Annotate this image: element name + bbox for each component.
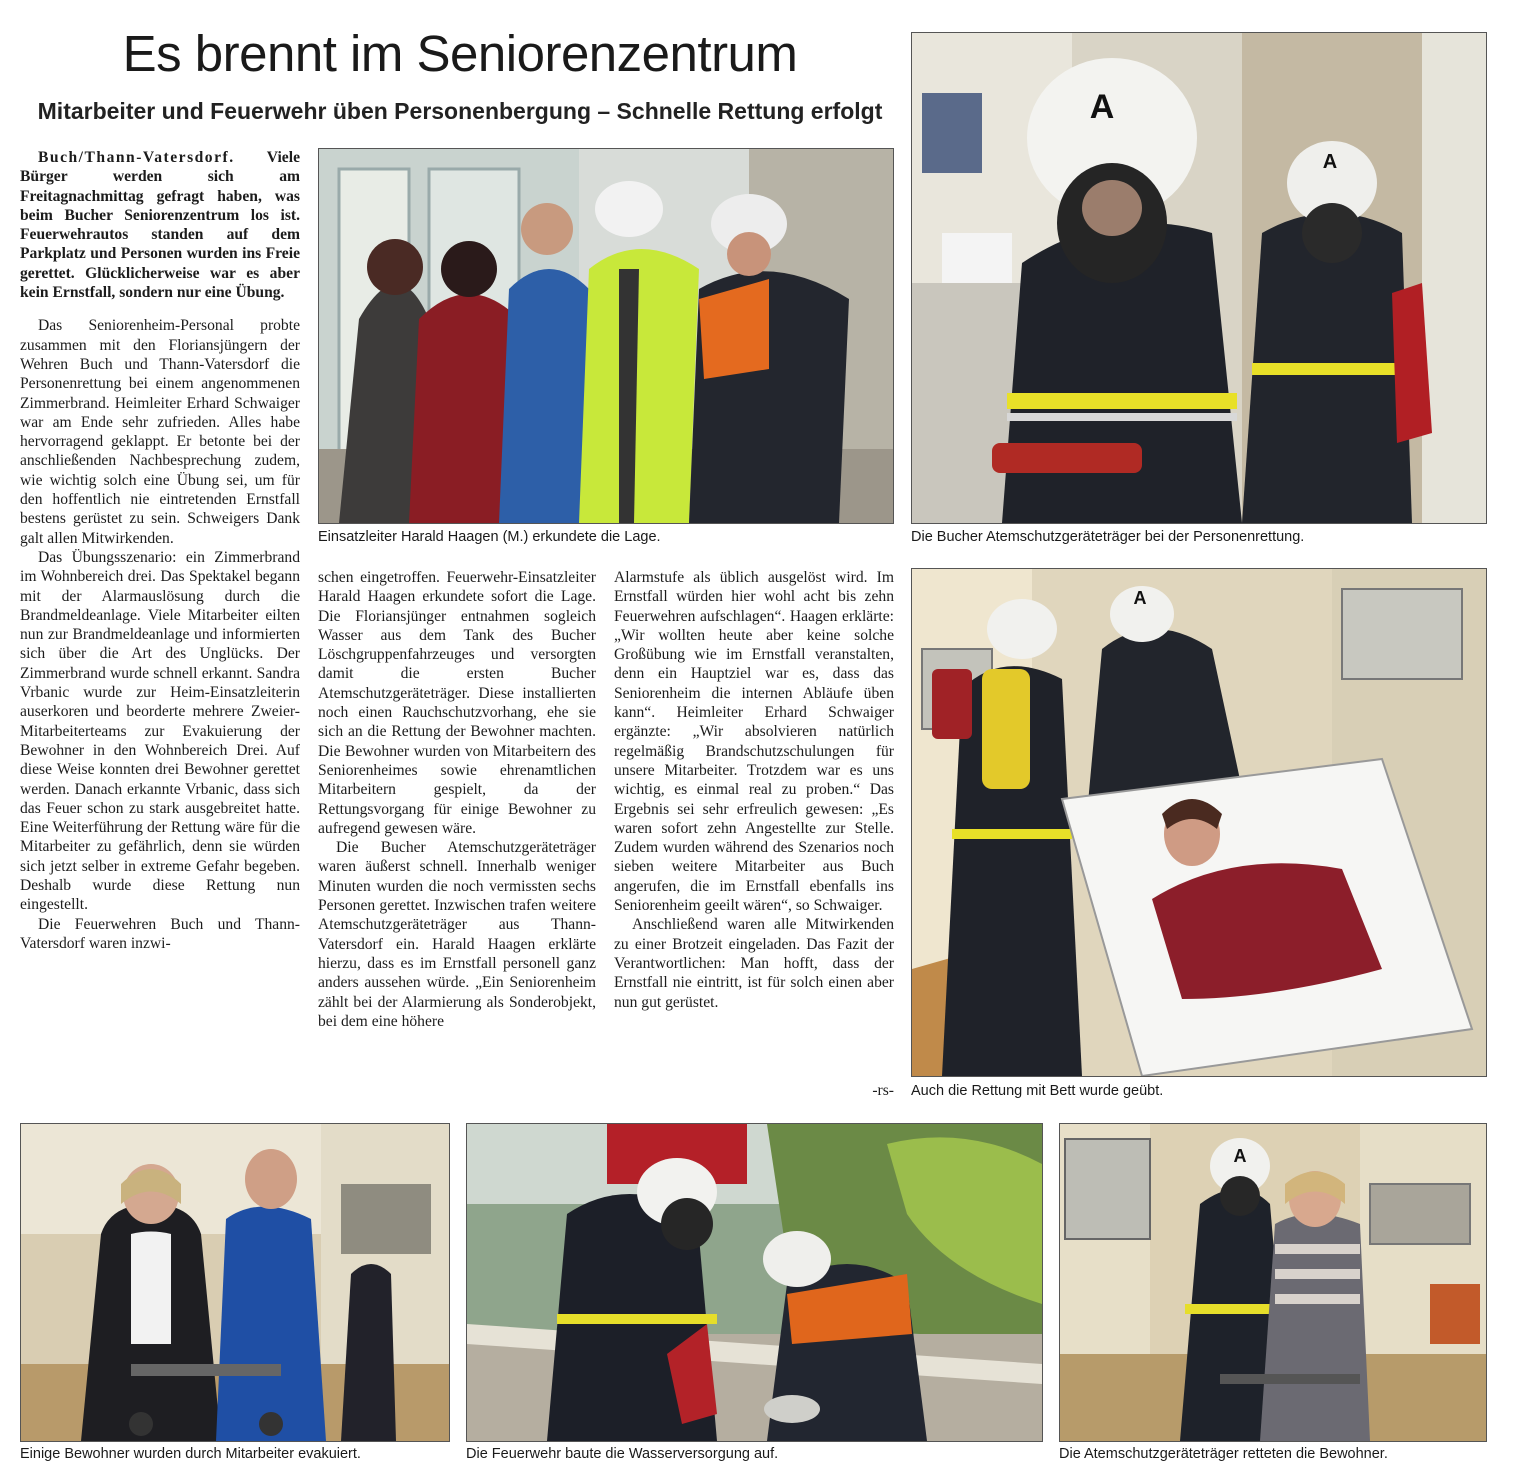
- dateline: Buch/Thann-Vatersdorf.: [38, 149, 235, 166]
- article-paragraph: Die Feuerwehren Buch und Thann-Vatersdorf waren inzwi-: [20, 915, 300, 952]
- photo-residents-evacuated: [20, 1123, 450, 1442]
- caption-photo-3: Auch die Rettung mit Bett wurde geübt.: [911, 1083, 1164, 1099]
- article-column-1: [20, 148, 300, 1100]
- headline: Es brennt im Seniorenzentrum: [122, 25, 798, 82]
- photo-firefighters-rescue-residents: [1059, 1123, 1487, 1442]
- article-paragraph: Das Übungsszenario: ein Zimmerbrand im Wohnbereich drei. Das Spektakel begann mit der Alarmauslösung durch die Brandmeldeanlage. Viele Mitarbeiter eilten nun zur Brandmeldeanlage und informierten sich über die Art des Unglücks. Der Zimmerbrand wurde schnell erkannt. Sandra Vrbanic wurde zur Heim-Einsatzleiterin auserkoren und beorderte mehrere Zweier-Mitarbeiterteams zur Evakuierung der Bewohner in den Wohnbereich Drei. Auf diese Weise konnten drei Bewohner gerettet werden. Danach erkannte Vrbanic, dass sich das Feuer schon zu stark ausgebreitet hatte. Eine Weiterführung der Rettung wäre für die Mitarbeiter zu gefährlich, denn sie würden sich jetzt selber in extreme Gefahr begeben. Deshalb wurde diese Rettung nun eingestellt.: [20, 548, 300, 914]
- article-paragraph: schen eingetroffen. Feuerwehr-Einsatzleiter Harald Haagen erkundete sofort die Lage. Die Floriansjünger entnahmen sogleich Wasser aus dem Tank des Bucher Löschgruppenfahrzeuges und versorgten damit die ersten Bucher Atemschutzgeräteträger. Diese installierten noch einen Rauchschutzvorhang, ehe sie sich an die Rettung der Bewohner machten. Die Bewohner wurden von Mitarbeitern des Seniorenheimes sowie ehrenamtlichen Mitarbeitern gespielt, da der Rettungsvorgang für einige Bewohner zu aufregend gewesen wäre.: [318, 569, 596, 837]
- article-column-2: [318, 568, 596, 1104]
- helmet-letter: A: [1322, 151, 1338, 173]
- caption-photo-2: Die Bucher Atemschutzgeräteträger bei der Personenrettung.: [911, 529, 1305, 545]
- article-paragraph: Das Seniorenheim-Personal probte zusammen mit den Floriansjüngern der Wehren Buch und Thann-Vatersdorf die Personenrettung bei einem angenommenen Zimmerbrand. Heimleiter Erhard Schwaiger war am Ende sehr zufrieden. Alles habe hervorragend geklappt. Er betonte bei der anschließenden Nachbesprechung zudem, wie wichtig solch eine Übung sei, um für den hoffentlich nie eintretenden Ernstfall bestens gerüstet zu sein. Schweigers Dank galt allen Mitwirkenden.: [20, 317, 300, 547]
- article-column-3: [614, 568, 894, 1104]
- article-paragraph: Die Bucher Atemschutzgeräteträger waren äußerst schnell. Innerhalb weniger Minuten wurden die noch vermissten sechs Personen gerettet. Inzwischen trafen weitere Atemschutzgeräteträger aus Thann-Vatersdorf ein. Harald Haagen erklärte hierzu, dass es im Ernstfall personell ganz anders aussehen würde. „Ein Seniorenheim zählt bei der Alarmierung als Sonderobjekt, bei dem eine höhere: [318, 839, 596, 1030]
- helmet-letter: A: [1133, 588, 1147, 608]
- photo-bed-rescue: [911, 568, 1487, 1077]
- caption-photo-5: Die Feuerwehr baute die Wasserversorgung auf.: [466, 1446, 779, 1462]
- caption-photo-1: Einsatzleiter Harald Haagen (M.) erkundete die Lage.: [318, 529, 661, 545]
- photo-incident-commander: [318, 148, 894, 524]
- helmet-letter: A: [1233, 1146, 1247, 1166]
- article-paragraph: Anschließend waren alle Mitwirkenden zu einer Brotzeit eingeladen. Das Fazit der Verantwortlichen: Man hofft, dass der Ernstfall nie eintritt, ist für solch einen aber nun gut gerüstet.: [614, 916, 894, 1011]
- subheadline: Mitarbeiter und Feuerwehr üben Personenbergung – Schnelle Rettung erfolgt: [37, 98, 883, 124]
- article-paragraph: Alarmstufe als üblich ausgelöst wird. Im Ernstfall würden hier wohl acht bis zehn Feuerwehren aufschlagen“. Haagen erklärte: „Wir wollten heute aber keine solche Großübung wie im Ernstfall veranstalten, denn ein Hauptziel war es, dass das Seniorenheim die internen Abläufe üben kann“. Heimleiter Erhard Schwaiger ergänzte: „Wir absolvieren natürlich regelmäßig Brandschutzschulungen für unsere Mitarbeiter. Trotzdem war es uns wichtig, es einmal real zu proben.“ Das Ergebnis sei sehr erfreulich gewesen: „Es waren sofort zehn Angestellte zur Stelle. Zudem wurden während des Szenarios noch sieben weitere Mitarbeiter aus Buch angerufen, die im Ernstfall ebenfalls ins Seniorenheim geeilt wären“, so Schwaiger.: [614, 569, 894, 915]
- photo-breathing-apparatus-team: [911, 32, 1487, 524]
- photo-water-supply: [466, 1123, 1043, 1442]
- author-initials: -rs-: [872, 1081, 894, 1099]
- caption-photo-6: Die Atemschutzgeräteträger retteten die Bewohner.: [1059, 1446, 1388, 1462]
- helmet-letter: A: [1089, 88, 1115, 126]
- article-lead: Viele Bürger werden sich am Freitagnachmittag gefragt haben, was beim Bucher Seniorenzentrum los ist. Feuerwehrautos standen auf dem Parkplatz und Personen wurden ins Freie gerettet. Glücklicherweise war es aber kein Ernstfall, sondern nur eine Übung.: [20, 149, 300, 302]
- caption-photo-4: Einige Bewohner wurden durch Mitarbeiter evakuiert.: [20, 1446, 361, 1462]
